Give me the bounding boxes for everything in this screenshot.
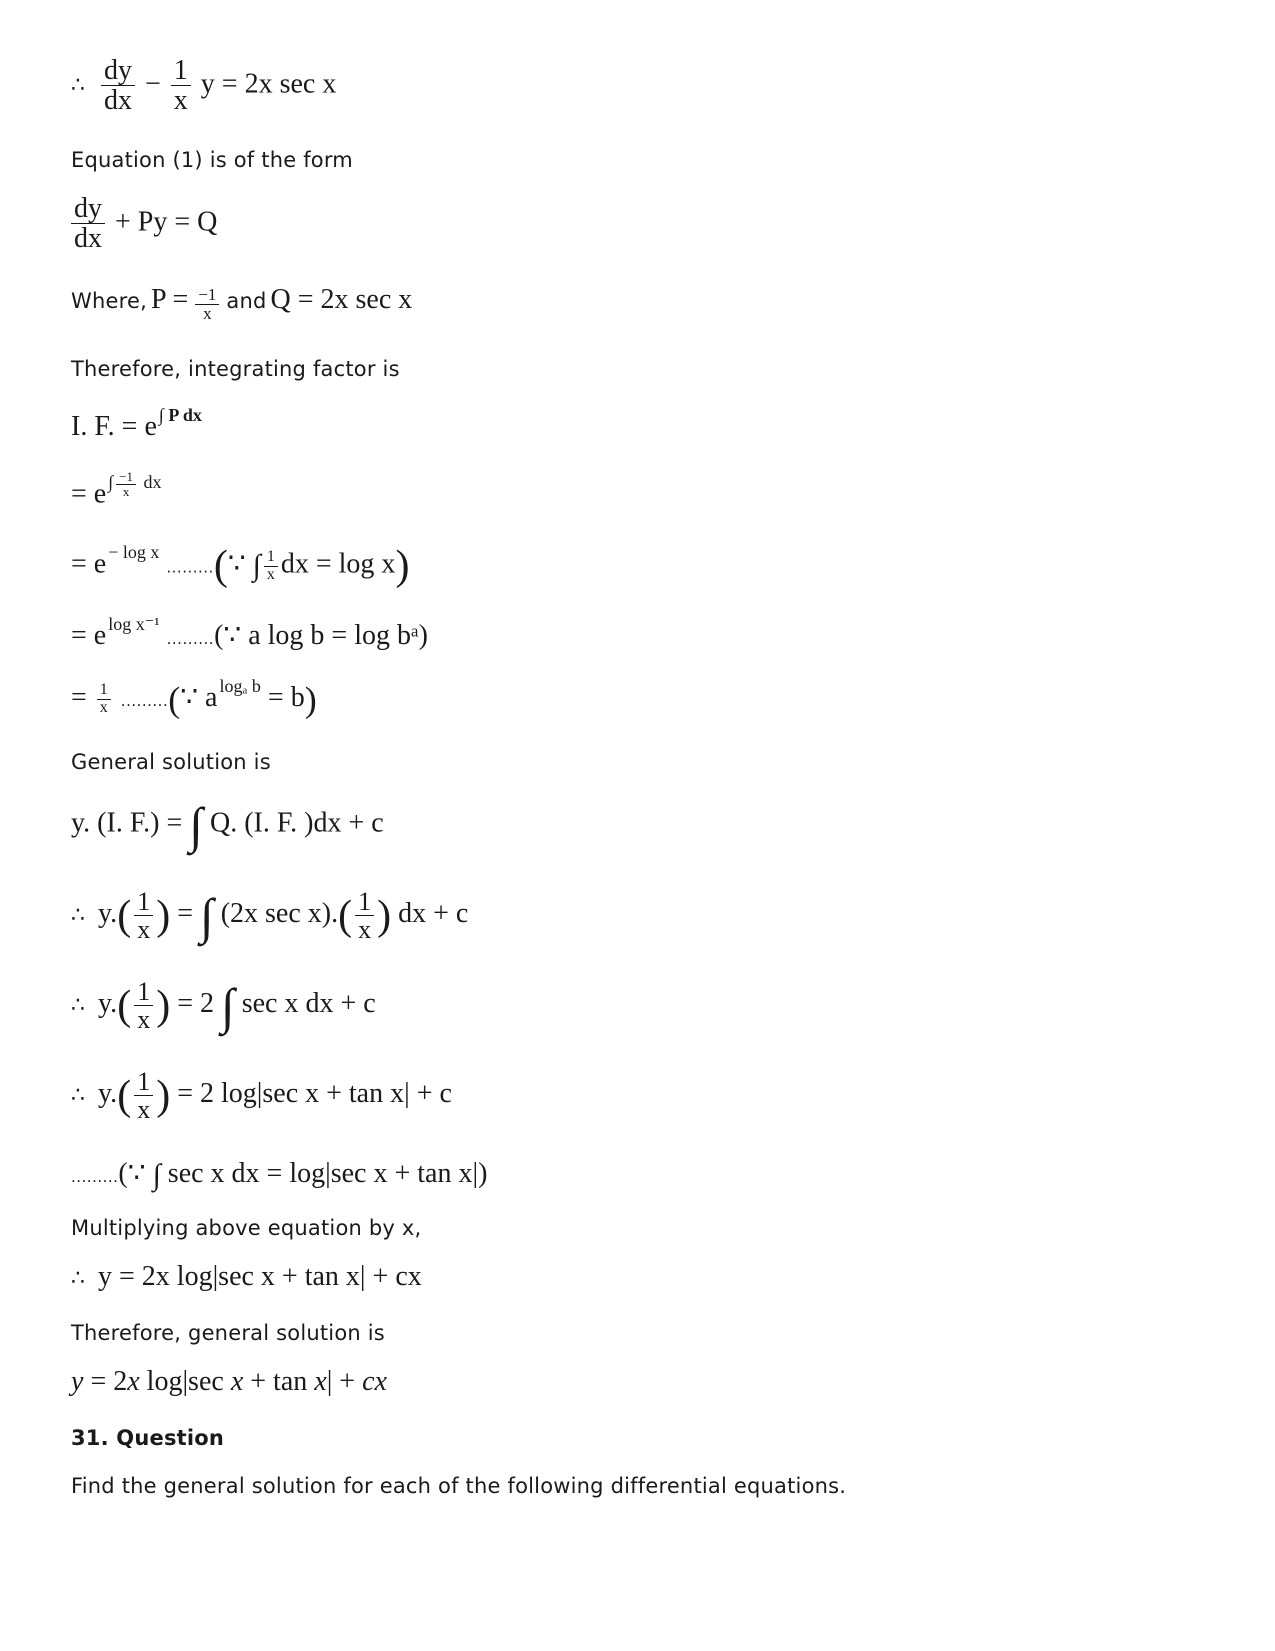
text-multiplying: Multiplying above equation by x, — [71, 1216, 422, 1240]
fraction-1-over-x: $\frac{1}{x}$ — [97, 682, 111, 717]
text-equation-form: Equation (1) is of the form — [71, 148, 353, 172]
if-step-4: = $\frac{1}{x}$ .........(∵ a $^{log_a b}$ = b) — [71, 676, 317, 720]
if-step-3: = e $^{log x^{-1}}$ .........(∵ a log b = log bᵃ) — [71, 614, 428, 651]
final-solution: y = 2x log|sec x + tan x| + cx — [71, 1366, 387, 1397]
result-equation: ∴ y = 2x log|sec x + tan x| + cx — [71, 1261, 422, 1292]
general-solution-formula: y. (I. F.) = ∫ Q. (I. F. )dx + c — [71, 797, 384, 853]
text-therefore-general-solution: Therefore, general solution is — [71, 1321, 385, 1345]
gs-step-3: ∴ y.( $\frac{1}{x}$ ) = 2 log|sec x + tan x| + c — [71, 1067, 452, 1125]
text-general-solution: General solution is — [71, 750, 271, 774]
fraction-1-over-x: $\frac{1}{x}$ — [355, 888, 374, 944]
gs-step-3-note: .........(∵ ∫ sec x dx = log|sec x + tan x|) — [71, 1158, 488, 1192]
p-q-definition: Where, P = $\frac{-1}{x}$ and Q = 2x sec x — [71, 284, 413, 323]
fraction-dy-dx: $\frac{dy}{dx}$ — [71, 194, 105, 254]
equation-standard-form: $\frac{dy}{dx}$ + Py = Q — [71, 194, 217, 254]
fraction-1-over-x: $\frac{1}{x}$ — [134, 978, 153, 1034]
equation-1: ∴ $\frac{dy}{dx}$ − $\frac{1}{x}$ y = 2x sec x — [71, 55, 337, 117]
fraction-1-over-x: $\frac{1}{x}$ — [264, 549, 278, 584]
question-text: Find the general solution for each of the following differential equations. — [71, 1474, 847, 1498]
therefore-symbol: ∴ — [71, 73, 85, 99]
fraction-minus1-over-x: $\frac{-1}{x}$ — [116, 470, 136, 498]
if-definition: I. F. = e $^{\int P dx}$ — [71, 405, 202, 442]
fraction-dy-dx: $\frac{dy}{dx}$ — [101, 56, 135, 116]
fraction-1-over-x: $\frac{1}{x}$ — [134, 1068, 153, 1124]
question-heading: 31. Question — [71, 1426, 225, 1450]
fraction-1-over-x: $\frac{1}{x}$ — [171, 56, 191, 116]
fraction-minus1-over-x: $\frac{-1}{x}$ — [195, 286, 219, 323]
gs-step-2: ∴ y.( $\frac{1}{x}$ ) = 2 ∫ sec x dx + c — [71, 977, 376, 1035]
gs-step-1: ∴ y.( $\frac{1}{x}$ ) = ∫ (2x sec x).( $\frac{1}{x}$ ) dx + c — [71, 887, 469, 945]
text-integrating-factor: Therefore, integrating factor is — [71, 357, 400, 381]
if-step-1: = e $^{\int \frac{-1}{x} dx}$ — [71, 469, 162, 510]
fraction-1-over-x: $\frac{1}{x}$ — [134, 888, 153, 944]
if-step-2: = e $^{- log x}$ .........(∵ ∫ $\frac{1}{x}$ dx = log x) — [71, 542, 410, 589]
